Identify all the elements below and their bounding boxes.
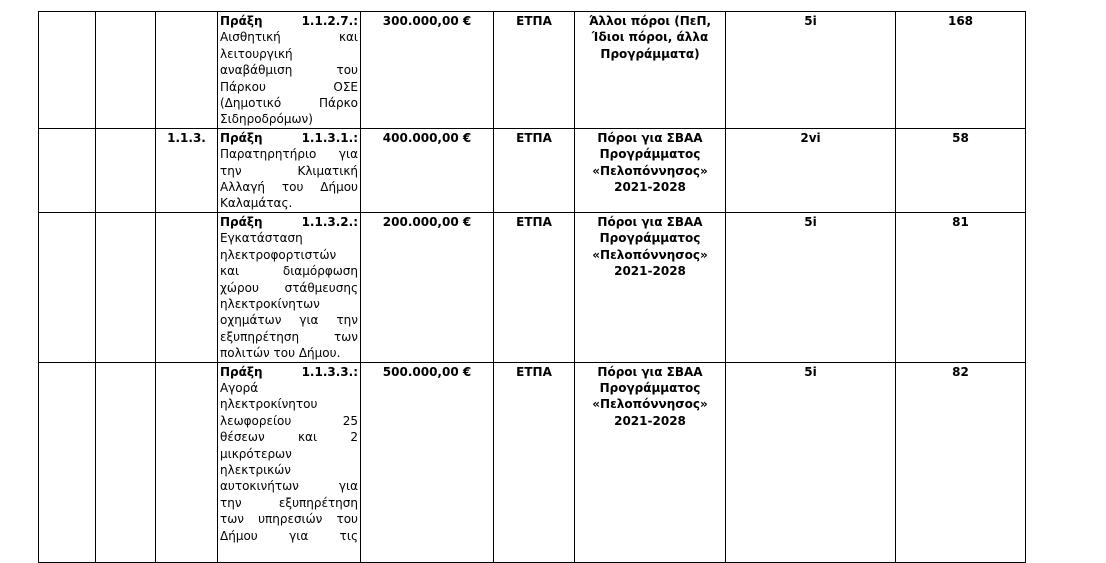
action-label: Πράξη xyxy=(220,14,263,28)
funding-source xyxy=(575,12,726,129)
funding-source xyxy=(575,128,726,212)
action-heading xyxy=(220,13,358,29)
description-line: (Δημοτικό Πάρκο xyxy=(220,96,358,111)
funding-source-line: Πόροι για ΣΒΑΑ xyxy=(597,130,703,145)
budget-amount: 400.000,00 € xyxy=(361,128,494,212)
description-line: Εγκατάσταση xyxy=(220,231,303,246)
description-line: εξυπηρέτηση των xyxy=(220,329,358,344)
action-label: Πράξη xyxy=(220,364,263,379)
description-line: πολιτών του Δήμου. xyxy=(220,346,341,361)
empty-cell xyxy=(39,362,96,562)
description-line: Αγορά xyxy=(220,380,259,395)
fund-name: ΕΤΠΑ xyxy=(494,212,575,362)
description-line: αναβάθμιση του xyxy=(220,63,358,78)
empty-cell xyxy=(39,128,96,212)
action-description-cell xyxy=(218,212,361,362)
funding-source-line: Πόροι για ΣΒΑΑ xyxy=(597,364,703,379)
measure-number xyxy=(156,362,218,562)
fund-name: ΕΤΠΑ xyxy=(494,362,575,562)
measure-empty-cell xyxy=(96,212,156,362)
funding-source-line: 2021-2028 xyxy=(614,180,686,195)
description-line: Αλλαγή του Δήμου xyxy=(220,180,358,195)
action-label: Πράξη xyxy=(220,214,263,229)
description-line: Δήμου για τις xyxy=(220,528,358,543)
measure-number xyxy=(156,12,218,129)
description-line: ηλεκτροφορτιστών xyxy=(220,247,337,262)
table-row xyxy=(39,12,1026,129)
fund-name: ΕΤΠΑ xyxy=(494,12,575,129)
funding-source-line: 2021-2028 xyxy=(614,264,686,279)
action-code: 1.1.3.2.: xyxy=(301,214,358,229)
funding-source xyxy=(575,212,726,362)
action-description-cell xyxy=(218,12,361,129)
table-row xyxy=(39,128,1026,212)
fund-name: ΕΤΠΑ xyxy=(494,128,575,212)
budget-amount: 300.000,00 € xyxy=(361,12,494,129)
reference-number: 82 xyxy=(896,362,1026,562)
measure-empty-cell xyxy=(96,12,156,129)
action-code: 1.1.3.3.: xyxy=(301,364,358,379)
funding-source-line: Προγράμματος xyxy=(599,380,701,395)
funding-source-line: Άλλοι πόροι (ΠεΠ, xyxy=(588,14,712,28)
action-heading xyxy=(220,130,358,146)
description-line: Καλαμάτας. xyxy=(220,196,293,211)
funding-source-line: Πόροι για ΣΒΑΑ xyxy=(597,214,703,229)
description-line: Σιδηροδρόμων) xyxy=(220,112,313,127)
objective-code: 5i xyxy=(726,212,896,362)
action-label: Πράξη xyxy=(220,130,263,145)
action-description-cell xyxy=(218,362,361,562)
description-line: θέσεων και 2 xyxy=(220,430,358,445)
description-line: των υπηρεσιών του xyxy=(220,512,358,527)
description-line: ηλεκτροκίνητων xyxy=(220,296,320,311)
empty-cell xyxy=(39,12,96,129)
measure-number: 1.1.3. xyxy=(156,128,218,212)
description-line: ηλεκτρικών xyxy=(220,462,291,477)
description-line: χώρου στάθμευσης xyxy=(220,280,358,295)
funding-source-line: «Πελοπόννησος» xyxy=(592,163,708,178)
description-line: αυτοκινήτων για xyxy=(220,479,358,494)
action-code: 1.1.3.1.: xyxy=(301,130,358,145)
reference-number: 58 xyxy=(896,128,1026,212)
description-line: Παρατηρητήριο για xyxy=(220,147,358,162)
description-line: λεωφορείου 25 xyxy=(220,413,358,428)
description-line: ηλεκτροκίνητου xyxy=(220,397,318,412)
action-code: 1.1.2.7.: xyxy=(301,14,358,28)
budget-amount: 500.000,00 € xyxy=(361,362,494,562)
funding-source-line: Προγράμματα) xyxy=(600,46,700,61)
funding-source xyxy=(575,362,726,562)
budget-amount: 200.000,00 € xyxy=(361,212,494,362)
description-line: μικρότερων xyxy=(220,446,292,461)
action-description-cell xyxy=(218,128,361,212)
action-heading xyxy=(220,214,358,230)
action-heading xyxy=(220,364,358,380)
description-line: Πάρκου ΟΣΕ xyxy=(220,79,358,94)
reference-number: 81 xyxy=(896,212,1026,362)
objective-code: 5i xyxy=(726,12,896,129)
objective-code: 2vi xyxy=(726,128,896,212)
empty-cell xyxy=(39,212,96,362)
reference-number: 168 xyxy=(896,12,1026,129)
measure-empty-cell xyxy=(96,128,156,212)
funding-source-line: «Πελοπόννησος» xyxy=(592,397,708,412)
funding-source-line: 2021-2028 xyxy=(614,413,686,428)
funding-source-line: Ίδιοι πόροι, άλλα xyxy=(591,30,709,45)
description-line: οχημάτων για την xyxy=(220,313,358,328)
measure-number xyxy=(156,212,218,362)
table-row xyxy=(39,362,1026,562)
description-line: λειτουργική xyxy=(220,46,293,61)
funding-source-line: Προγράμματος xyxy=(599,147,701,162)
description-line: Αισθητική και xyxy=(220,30,358,45)
table-row xyxy=(39,212,1026,362)
description-line: την Κλιματική xyxy=(220,163,358,178)
funding-source-line: «Πελοπόννησος» xyxy=(592,247,708,262)
objective-code: 5i xyxy=(726,362,896,562)
description-line: την εξυπηρέτηση xyxy=(220,495,358,510)
funding-source-line: Προγράμματος xyxy=(599,231,701,246)
description-line: και διαμόρφωση xyxy=(220,264,358,279)
measure-empty-cell xyxy=(96,362,156,562)
actions-table xyxy=(38,11,1026,563)
